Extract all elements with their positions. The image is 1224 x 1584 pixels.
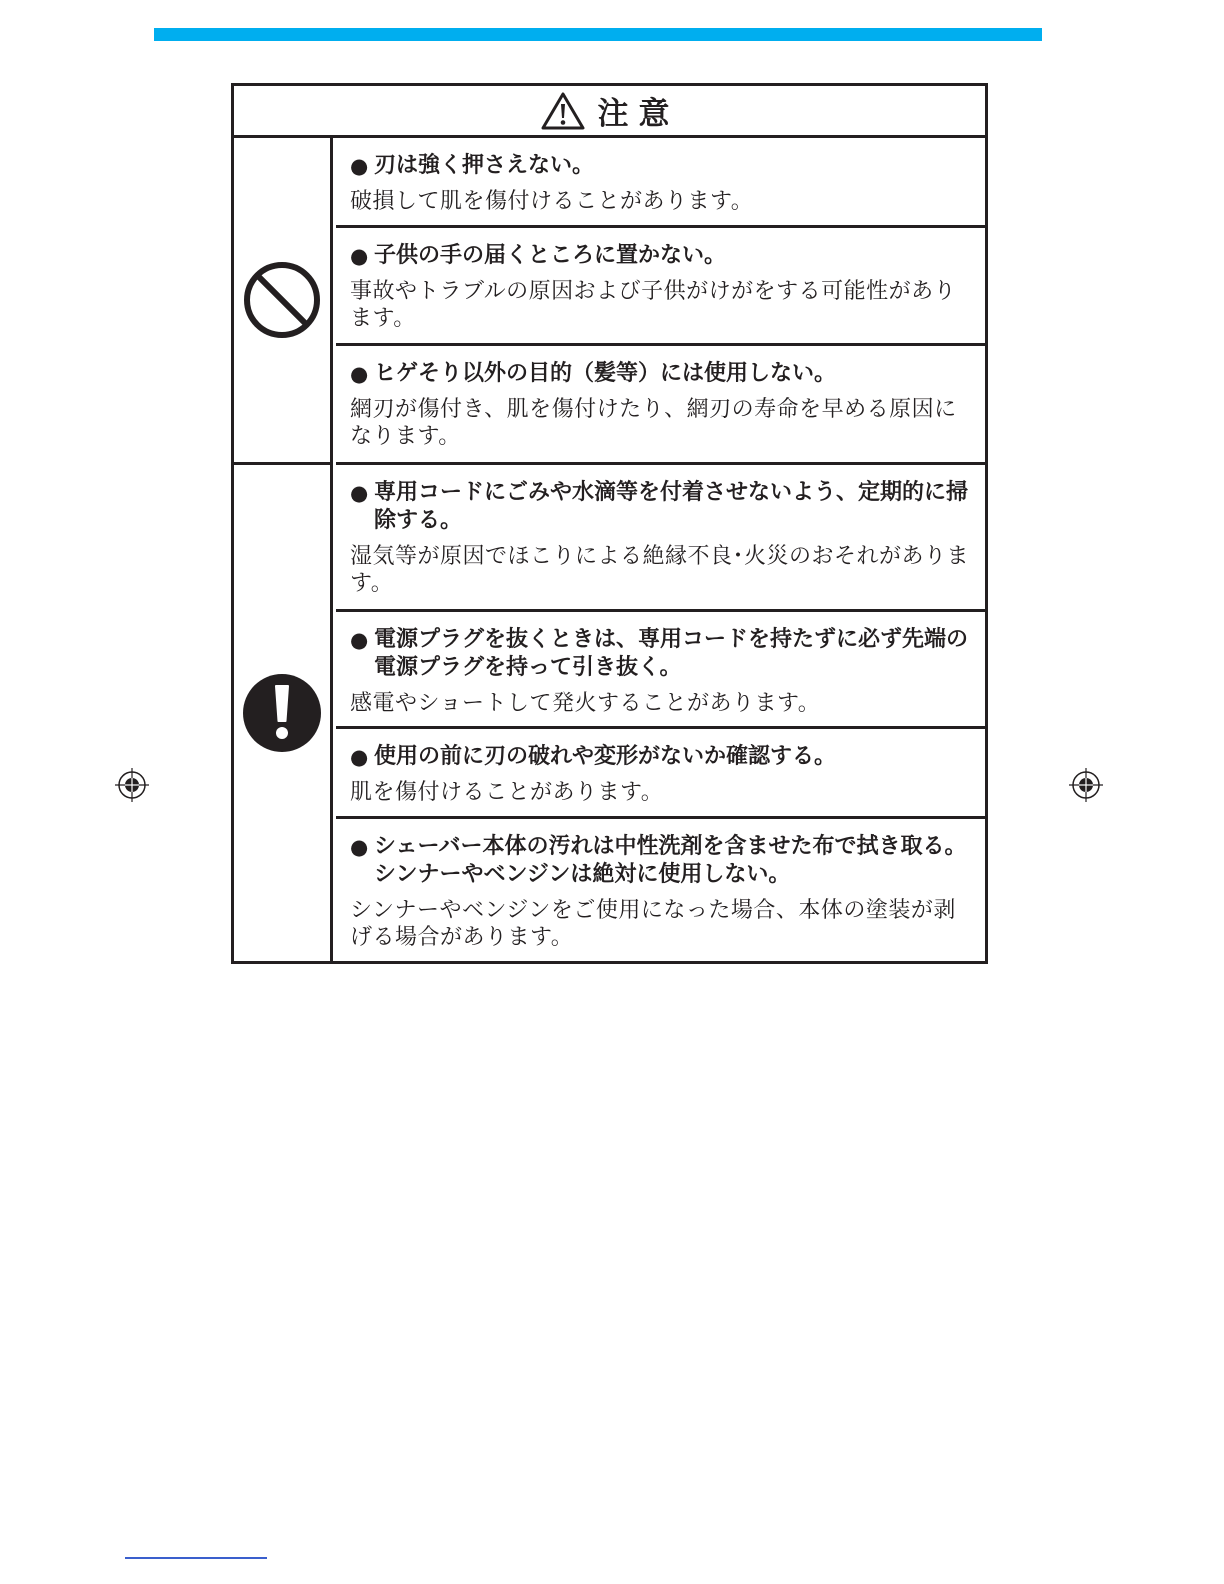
bullet-icon: ● xyxy=(350,362,369,386)
exclamation-icon xyxy=(242,673,322,753)
bottom-rule xyxy=(125,1557,267,1559)
item-title: ● 電源プラグを抜くときは、専用コードを持たずに必ず先端の電源プラグを持って引き抜く。 xyxy=(350,627,969,680)
item-body: 湿気等が原因でほこりによる絶縁不良･火災のおそれがあります。 xyxy=(350,544,970,596)
item-title: ● ヒゲそり以外の目的（髪等）には使用しない。 xyxy=(350,361,837,386)
caution-item xyxy=(336,465,985,612)
bullet-icon: ● xyxy=(350,481,369,505)
registration-mark-icon xyxy=(115,768,149,802)
registration-mark-icon xyxy=(1069,768,1103,802)
caution-item xyxy=(336,138,985,228)
caution-table xyxy=(231,83,988,964)
bullet-icon: ● xyxy=(350,154,369,178)
item-title: ● 刃は強く押さえない。 xyxy=(350,153,595,178)
bullet-icon: ● xyxy=(350,745,369,769)
item-body: 事故やトラブルの原因および子供がけがをする可能性があります。 xyxy=(350,279,957,331)
prohibition-icon xyxy=(242,260,322,340)
item-title: ● 子供の手の届くところに置かない。 xyxy=(350,243,727,268)
prohibit-icon-cell xyxy=(234,138,333,465)
caution-item xyxy=(336,729,985,819)
bullet-icon: ● xyxy=(350,835,369,859)
item-body: 破損して肌を傷付けることがあります。 xyxy=(350,189,754,214)
item-title: ● 使用の前に刃の破れや変形がないか確認する。 xyxy=(350,744,837,769)
top-accent-bar xyxy=(154,28,1042,41)
mandatory-icon-cell xyxy=(234,465,333,961)
caution-item xyxy=(336,819,985,961)
item-title: ● シェーバー本体の汚れは中性洗剤を含ませた布で拭き取る。シンナーやベンジンは絶対に使用しない。 xyxy=(350,834,967,887)
bullet-icon: ● xyxy=(350,628,369,652)
item-title: ● 専用コードにごみや水滴等を付着させないよう、定期的に掃除する。 xyxy=(350,480,969,533)
caution-title: 注意 xyxy=(597,96,680,132)
caution-item xyxy=(336,346,985,465)
caution-item xyxy=(336,612,985,729)
bullet-icon: ● xyxy=(350,244,369,268)
warning-triangle-icon xyxy=(540,91,586,131)
item-body: 感電やショートして発火することがあります。 xyxy=(350,691,821,716)
item-body: 網刃が傷付き、肌を傷付けたり、網刃の寿命を早める原因になります。 xyxy=(350,397,957,449)
item-body: シンナーやベンジンをご使用になった場合、本体の塗装が剥げる場合があります。 xyxy=(350,898,956,950)
caution-item xyxy=(336,228,985,346)
caution-header xyxy=(234,86,985,138)
item-body: 肌を傷付けることがあります。 xyxy=(350,780,664,805)
